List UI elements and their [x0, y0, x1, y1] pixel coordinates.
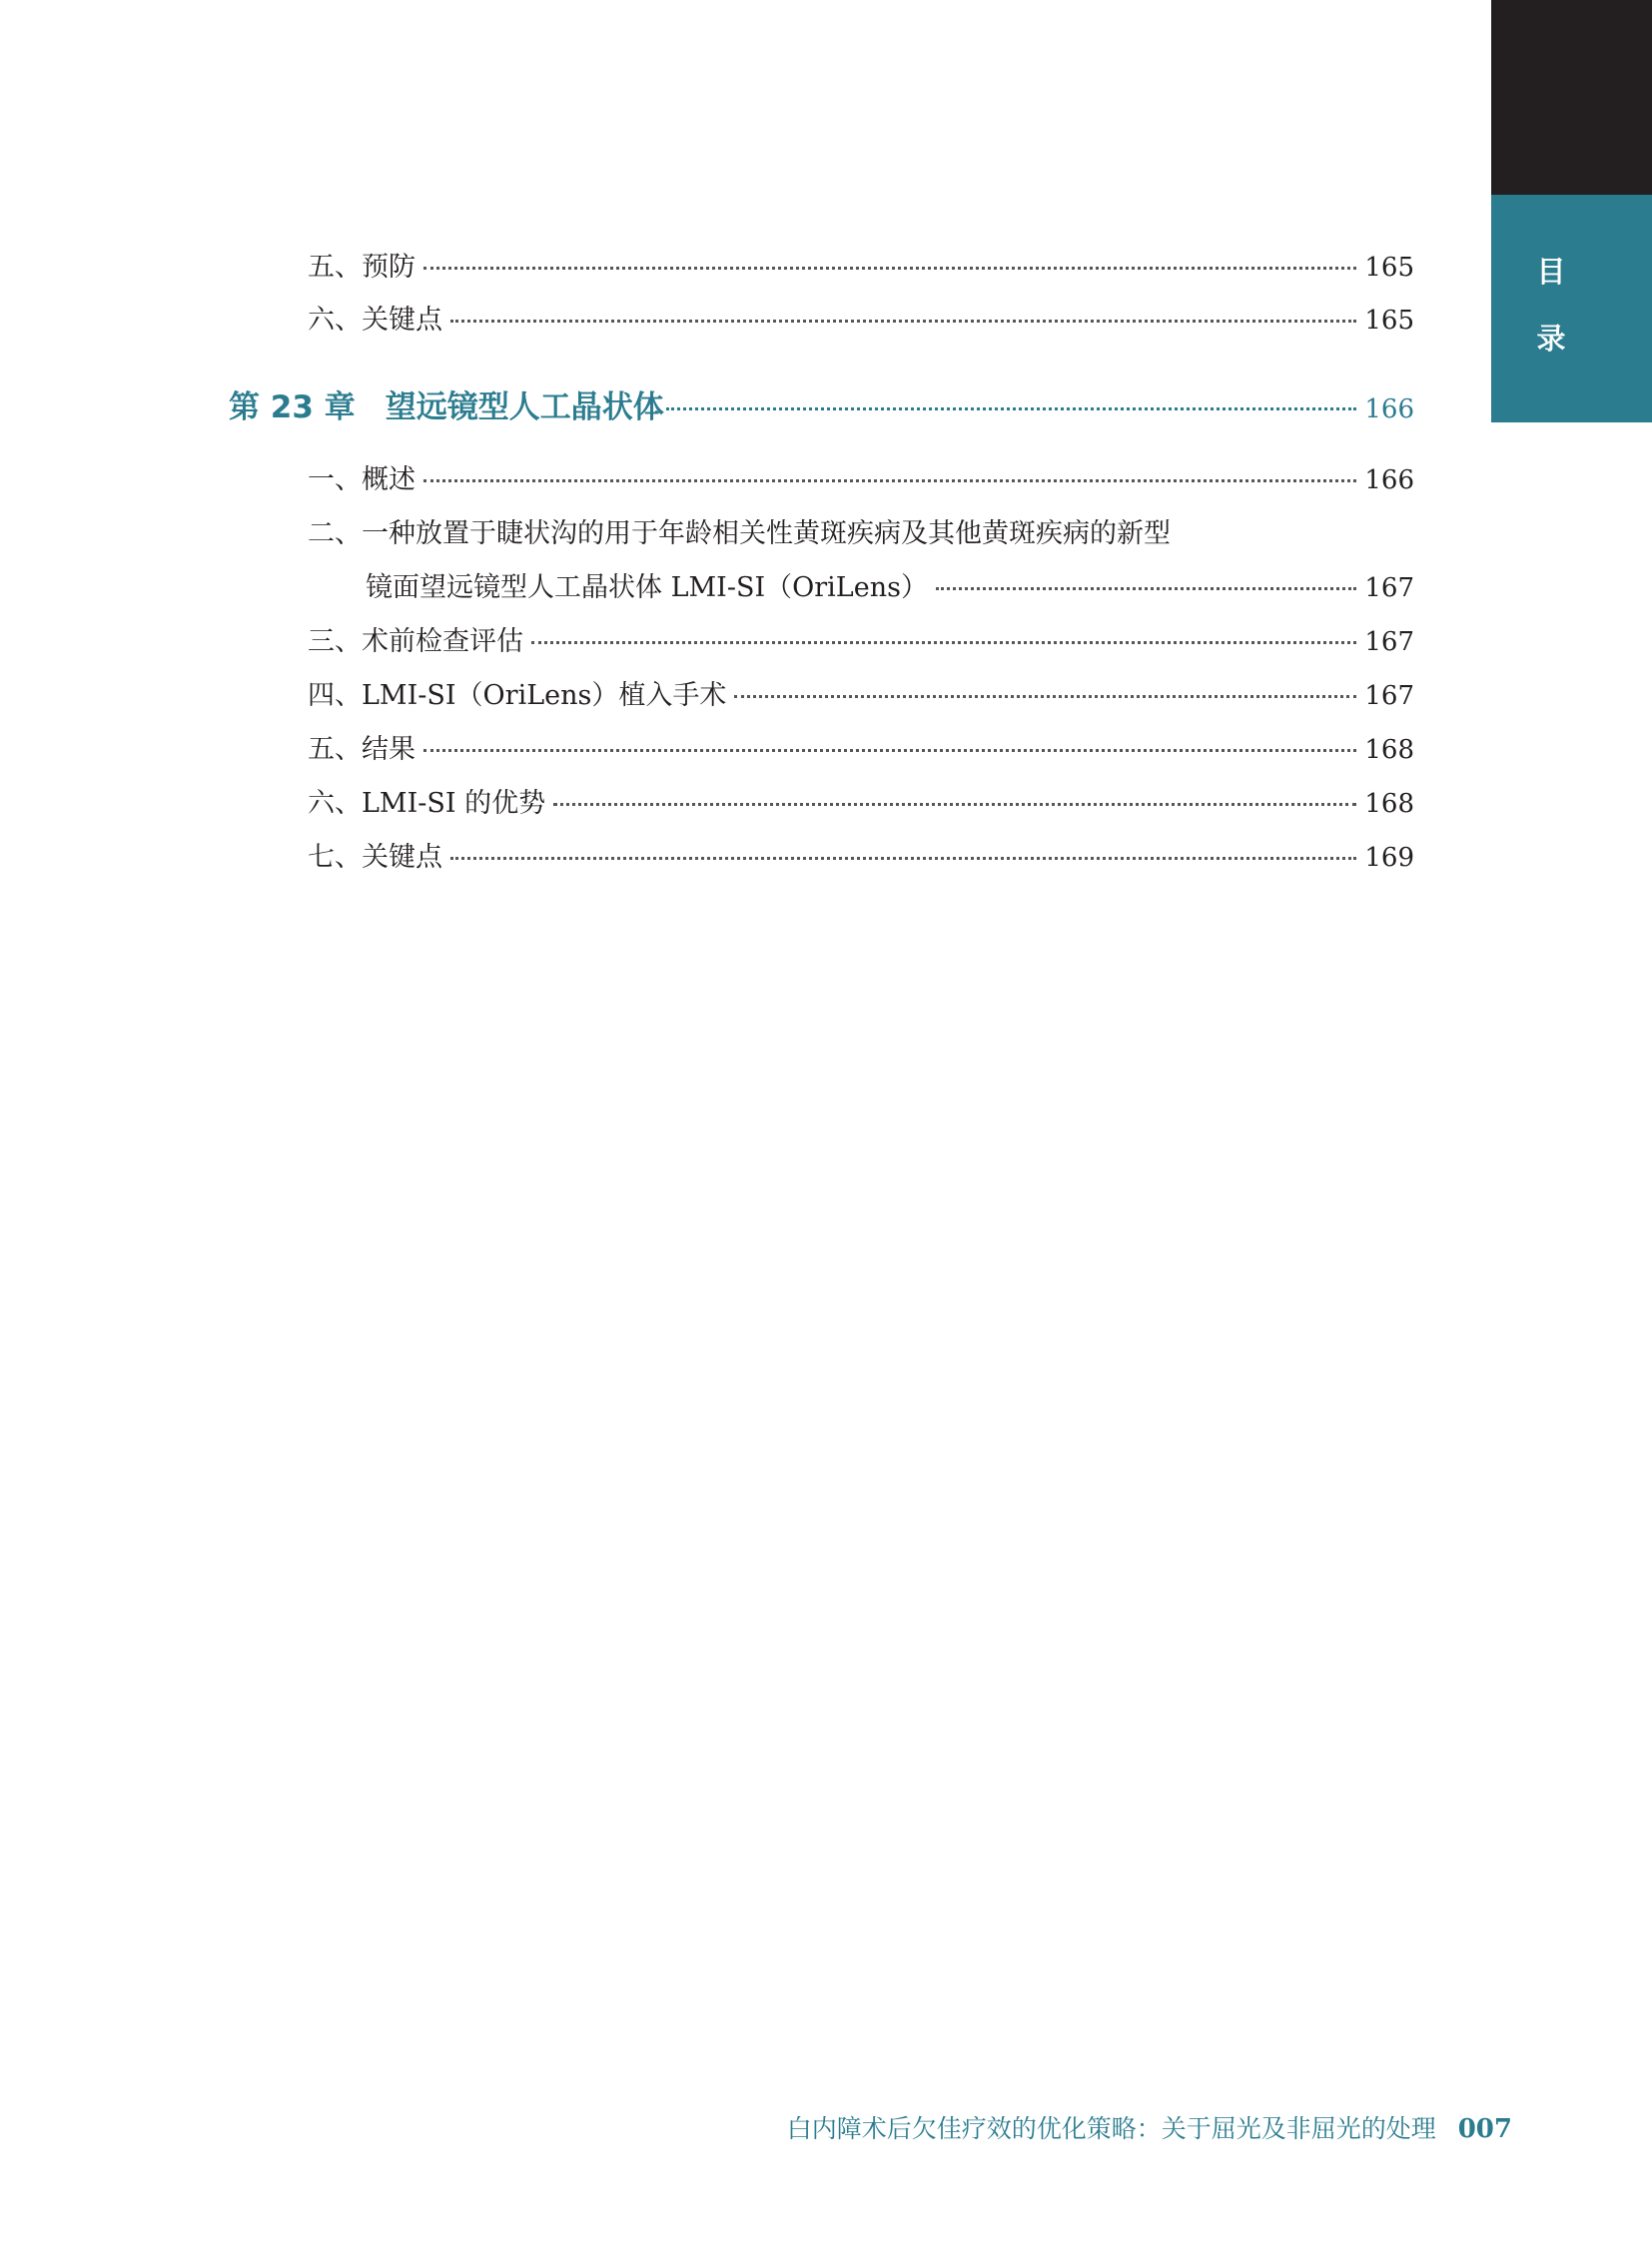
- page-footer: [787, 2109, 1512, 2149]
- toc-entry-label: 六、关键点: [308, 305, 442, 336]
- toc-entry-label: 三、术前检查评估: [308, 626, 523, 657]
- toc-entry-label: 四、LMI-SI（OriLens）植入手术: [308, 680, 727, 711]
- dot-leader: [936, 587, 1356, 590]
- toc-entry-page: 165: [1364, 306, 1414, 336]
- chapter-number: 第 23 章: [229, 389, 356, 425]
- toc-entry-continued[interactable]: [366, 568, 1414, 608]
- dot-leader: [450, 320, 1356, 323]
- dot-leader: [531, 641, 1356, 644]
- chapter-title: 望远镜型人工晶状体: [385, 389, 664, 425]
- toc-entry-page: 168: [1364, 789, 1414, 819]
- side-tab-contents: [1491, 195, 1652, 422]
- dot-leader: [734, 695, 1356, 698]
- dot-leader: [666, 407, 1357, 410]
- dot-leader: [423, 479, 1356, 482]
- toc-entry[interactable]: [308, 676, 1414, 716]
- toc-entry[interactable]: [308, 622, 1414, 662]
- toc-entry[interactable]: [308, 301, 1414, 341]
- toc-entry-label: 一、概述: [308, 464, 415, 495]
- toc-entry-page: 167: [1364, 573, 1414, 603]
- toc-entry-label: 五、预防: [308, 252, 415, 283]
- toc-entry[interactable]: [308, 460, 1414, 500]
- footer-page-number: 007: [1457, 2114, 1512, 2144]
- toc-entry-label: 二、一种放置于睫状沟的用于年龄相关性黄斑疾病及其他黄斑疾病的新型: [308, 518, 1171, 549]
- toc-entry-label: 镜面望远镜型人工晶状体 LMI-SI（OriLens）: [366, 572, 928, 603]
- toc-entry[interactable]: [308, 838, 1414, 878]
- toc-entry-label: 六、LMI-SI 的优势: [308, 788, 546, 819]
- toc-entry-page: 167: [1364, 681, 1414, 711]
- toc-entry-page: 169: [1364, 843, 1414, 873]
- toc-entry[interactable]: [308, 730, 1414, 770]
- dot-leader: [423, 749, 1356, 752]
- toc-entry-page: 166: [1364, 465, 1414, 495]
- toc-entry[interactable]: [308, 248, 1414, 288]
- toc-entry[interactable]: [308, 784, 1414, 824]
- dot-leader: [423, 267, 1356, 270]
- side-tab-dark-block: [1491, 0, 1652, 195]
- toc-entry[interactable]: [308, 514, 1414, 554]
- toc-entry-label: 七、关键点: [308, 842, 442, 873]
- side-tab-char-lu: 录: [1536, 322, 1566, 356]
- toc-entry-page: 168: [1364, 735, 1414, 765]
- dot-leader: [450, 857, 1356, 860]
- side-tab-char-mu: 目: [1536, 255, 1566, 289]
- dot-leader: [553, 803, 1356, 806]
- toc-entry-label: 五、结果: [308, 734, 415, 765]
- footer-book-title: 白内障术后欠佳疗效的优化策略：关于屈光及非屈光的处理: [786, 2114, 1436, 2143]
- chapter-page: 166: [1364, 394, 1414, 424]
- toc-entry-page: 165: [1364, 253, 1414, 283]
- toc-entry-page: 167: [1364, 627, 1414, 657]
- chapter-heading[interactable]: [229, 385, 1414, 429]
